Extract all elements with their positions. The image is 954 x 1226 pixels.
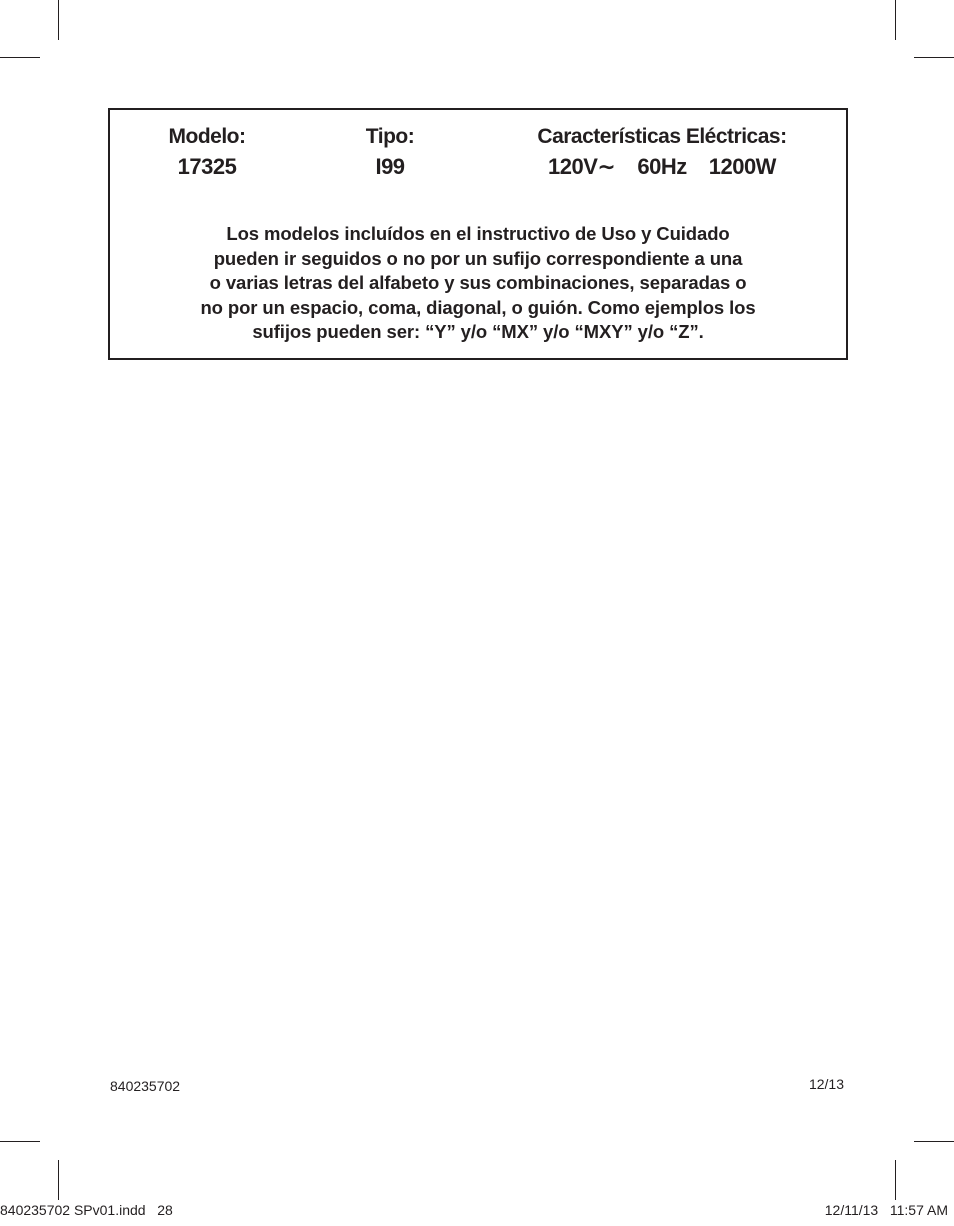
electrical-label: Características Eléctricas:: [537, 125, 787, 148]
notice-line: pueden ir seguidos o no por un sufijo correspondiente a una: [213, 247, 743, 269]
model-value: 17325: [177, 154, 237, 179]
voltage-value: 120V∼: [548, 154, 616, 179]
type-block: [350, 122, 430, 182]
crop-mark-bottom-right-vertical: [895, 1160, 896, 1200]
slug-timestamp: 12/11/13 11:57 AM: [824, 1202, 948, 1218]
model-block: [150, 122, 264, 182]
model-suffix-notice: [130, 222, 826, 345]
electrical-block: [504, 122, 820, 182]
model-label: Modelo:: [168, 125, 246, 148]
crop-mark-bottom-left-vertical: [58, 1160, 59, 1200]
frequency-value: 60Hz: [637, 154, 687, 179]
crop-mark-top-left-vertical: [58, 0, 59, 40]
notice-line: sufijos pueden ser: “Y” y/o “MX” y/o “MXY” y/o “Z”.: [252, 321, 704, 342]
crop-mark-top-left-horizontal: [0, 57, 40, 58]
notice-line: no por un espacio, coma, diagonal, o guión. Como ejemplos los: [200, 296, 756, 318]
specification-box: [108, 108, 848, 360]
slug-file-info: 840235702 SPv01.indd 28: [0, 1202, 173, 1218]
crop-mark-bottom-left-horizontal: [0, 1141, 40, 1142]
crop-mark-top-right-horizontal: [914, 57, 954, 58]
date-code: 12/13: [808, 1076, 844, 1092]
notice-line: o varias letras del alfabeto y sus combinaciones, separadas o: [209, 272, 747, 293]
type-label: Tipo:: [365, 125, 415, 148]
type-value: I99: [375, 154, 405, 179]
notice-line: Los modelos incluídos en el instructivo de Uso y Cuidado: [226, 223, 730, 244]
part-number: 840235702: [110, 1078, 181, 1094]
power-value: 1200W: [708, 154, 776, 179]
crop-mark-top-right-vertical: [895, 0, 896, 40]
crop-mark-bottom-right-horizontal: [914, 1141, 954, 1142]
electrical-values: [504, 152, 820, 182]
